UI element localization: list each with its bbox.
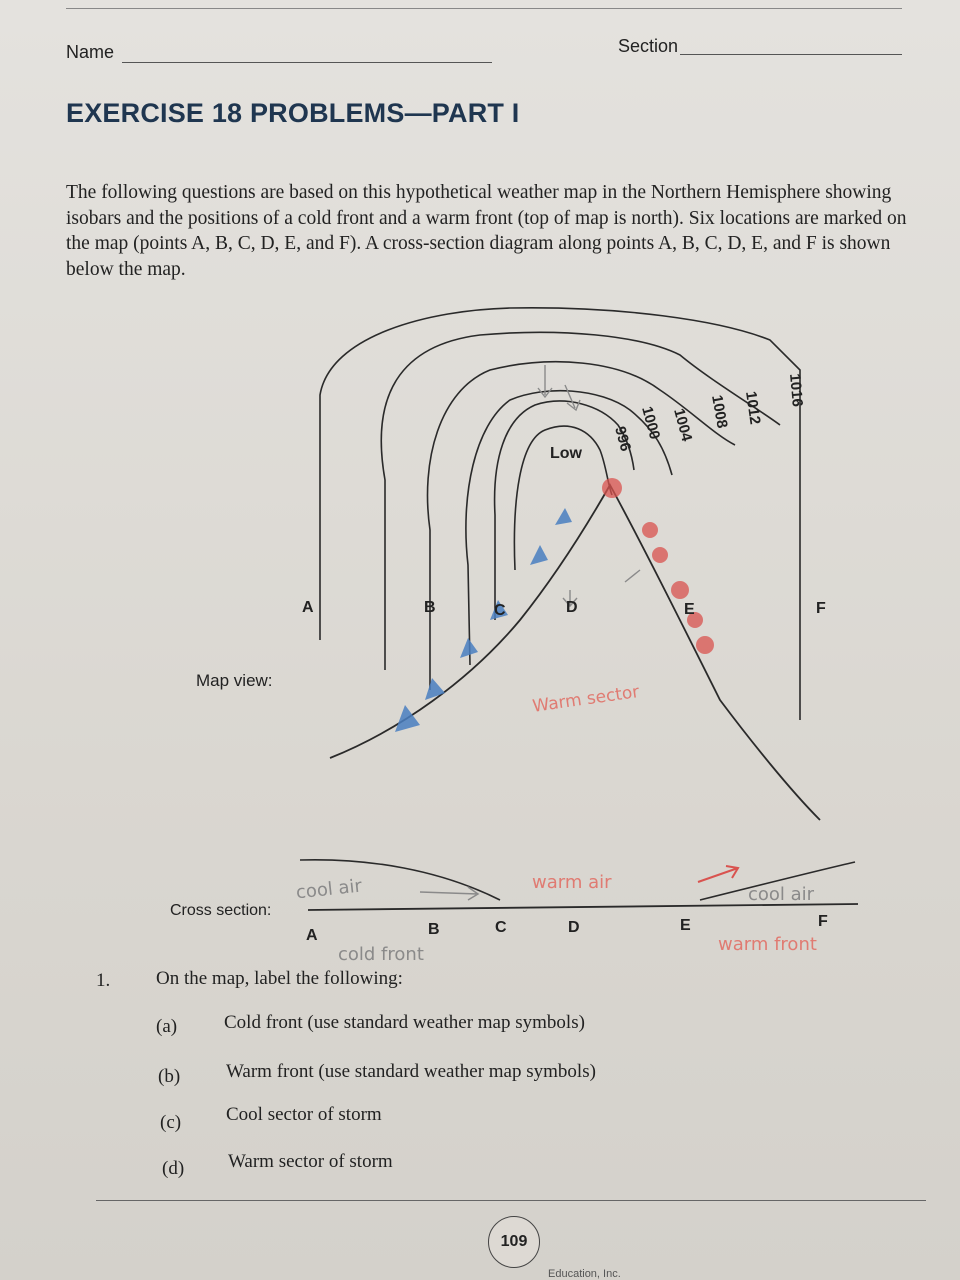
isobar-label-1016: 1016 [786,372,806,408]
intro-paragraph: The following questions are based on this hypothetical weather map in the Northern Hemisphere showing isobars and the positions of a cold front and a warm front (top of map is north). Six locations are marked on the map (points A, B, C, D, E, and F). A cross-section diagram along points A, B, C, D, E, and F is shown below the map. [66,182,907,280]
exercise-title: EXERCISE 18 PROBLEMS—PART I [66,98,520,128]
cross-point-c: C [495,919,507,936]
name-field[interactable] [122,62,492,63]
item-b-text: Warm front (use standard weather map symbols) [226,1061,596,1082]
publisher-footer: Education, Inc. [548,1268,621,1280]
item-b-letter: (b) [158,1066,181,1087]
item-a-letter: (a) [156,1016,178,1037]
cross-section-notes [295,872,817,965]
map-point-e: E [684,601,695,618]
isobar-label-1000: 1000 [638,404,664,442]
bottom-rule [96,1200,926,1201]
warm-sector-note: Warm sector [531,682,641,717]
item-d-text: Warm sector of storm [228,1151,393,1172]
item-c-text: Cool sector of storm [226,1104,382,1125]
main-front-line [330,485,820,820]
note-warm-front: warm front [718,934,817,955]
top-rule [66,8,902,9]
isobar-label-996: 996 [611,424,635,454]
item-d-letter: (d) [162,1158,185,1179]
cross-point-a: A [306,927,318,944]
isobar-label-1004: 1004 [670,406,696,444]
item-a-text: Cold front (use standard weather map symbols) [224,1012,585,1033]
map-point-labels [302,599,826,619]
name-label: Name [66,42,115,62]
isobar-label-1012: 1012 [742,390,764,426]
warm-air-arrow [698,866,738,882]
map-point-d: D [566,599,578,616]
low-pressure-label: Low [550,445,582,462]
map-point-f: F [816,600,826,617]
section-label: Section [618,36,679,56]
section-field[interactable] [680,54,902,55]
cross-point-d: D [568,919,580,936]
weather-map-figure [0,300,960,980]
cross-point-f: F [818,913,828,930]
isobar-1012 [381,332,780,670]
map-point-b: B [424,599,436,616]
isobar-lines [320,308,800,720]
note-warm-air: warm air [532,872,612,893]
note-cool-air-left: cool air [294,875,363,904]
cool-air-arrow [420,887,478,900]
map-view-label: Map view: [196,671,273,690]
map-point-c: C [494,602,506,619]
isobar-1016 [320,308,800,720]
cross-point-e: E [680,917,691,934]
warm-front-markers [602,478,714,654]
map-point-a: A [302,599,314,616]
item-c-letter: (c) [160,1112,182,1133]
isobar-labels [611,373,806,453]
isobar-1008 [428,362,736,690]
page-number: 109 [488,1216,540,1268]
note-cool-air-right: cool air [748,884,815,905]
cross-section-label: Cross section: [170,902,272,919]
note-cold-front: cold front [338,944,424,965]
isobar-label-1008: 1008 [708,393,731,430]
question-prompt: On the map, label the following: [156,968,403,989]
cross-point-b: B [428,921,440,938]
question-number: 1. [96,970,111,991]
isobar-1004 [466,391,672,665]
